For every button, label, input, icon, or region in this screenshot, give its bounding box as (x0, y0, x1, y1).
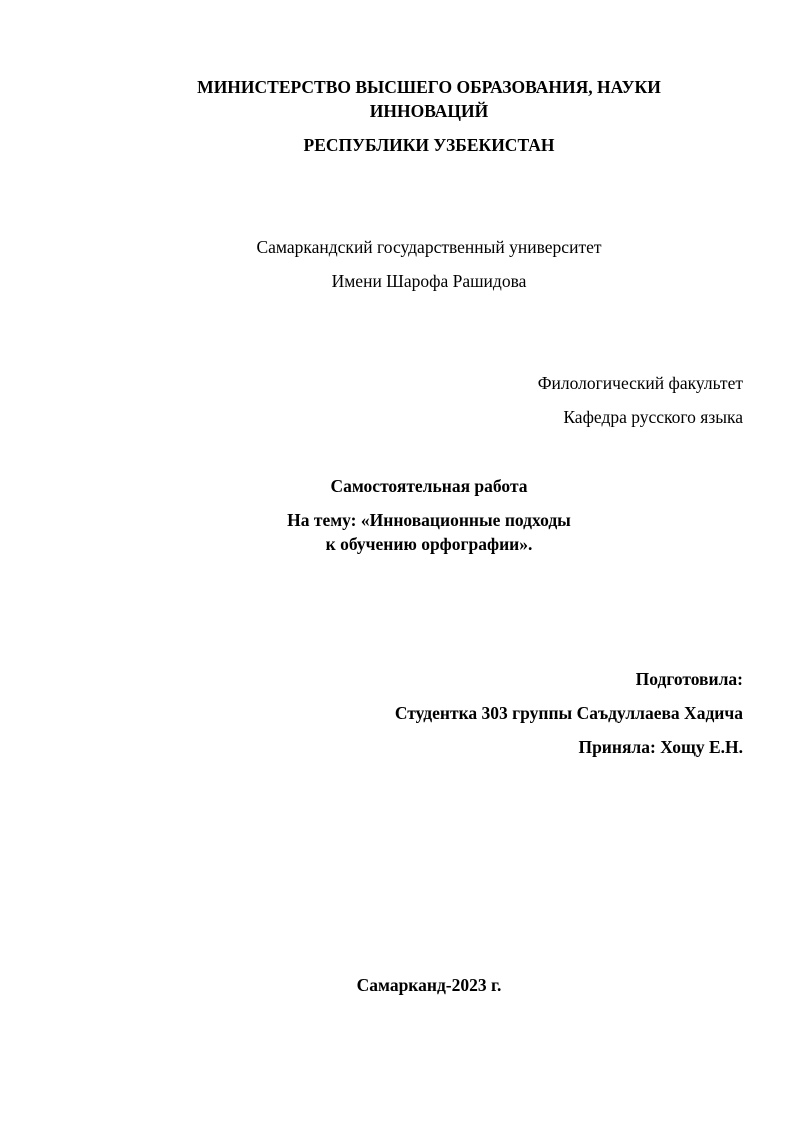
student-info: Студентка 303 группы Саъдуллаева Хадича (394, 703, 743, 723)
faculty-name: Филологический факультет (537, 373, 743, 393)
city-year: Самарканд-2023 г. (356, 975, 502, 995)
republic-title: РЕСПУБЛИКИ УЗБЕКИСТАН (303, 135, 555, 155)
accepted-by: Приняла: Хощу Е.Н. (578, 737, 743, 757)
university-named-after: Имени Шарофа Рашидова (331, 271, 527, 291)
ministry-title-line2: ИННОВАЦИЙ (369, 101, 489, 121)
prepared-by-label: Подготовила: (635, 669, 743, 689)
work-type: Самостоятельная работа (330, 476, 528, 496)
university-name: Самаркандский государственный университет (256, 237, 602, 257)
topic-line1: На тему: «Инновационные подходы (287, 510, 571, 530)
topic-line2: к обучению орфографии». (325, 534, 533, 554)
chair-name: Кафедра русского языка (563, 407, 743, 427)
ministry-title-line1: МИНИСТЕРСТВО ВЫСШЕГО ОБРАЗОВАНИЯ, НАУКИ (197, 77, 661, 97)
